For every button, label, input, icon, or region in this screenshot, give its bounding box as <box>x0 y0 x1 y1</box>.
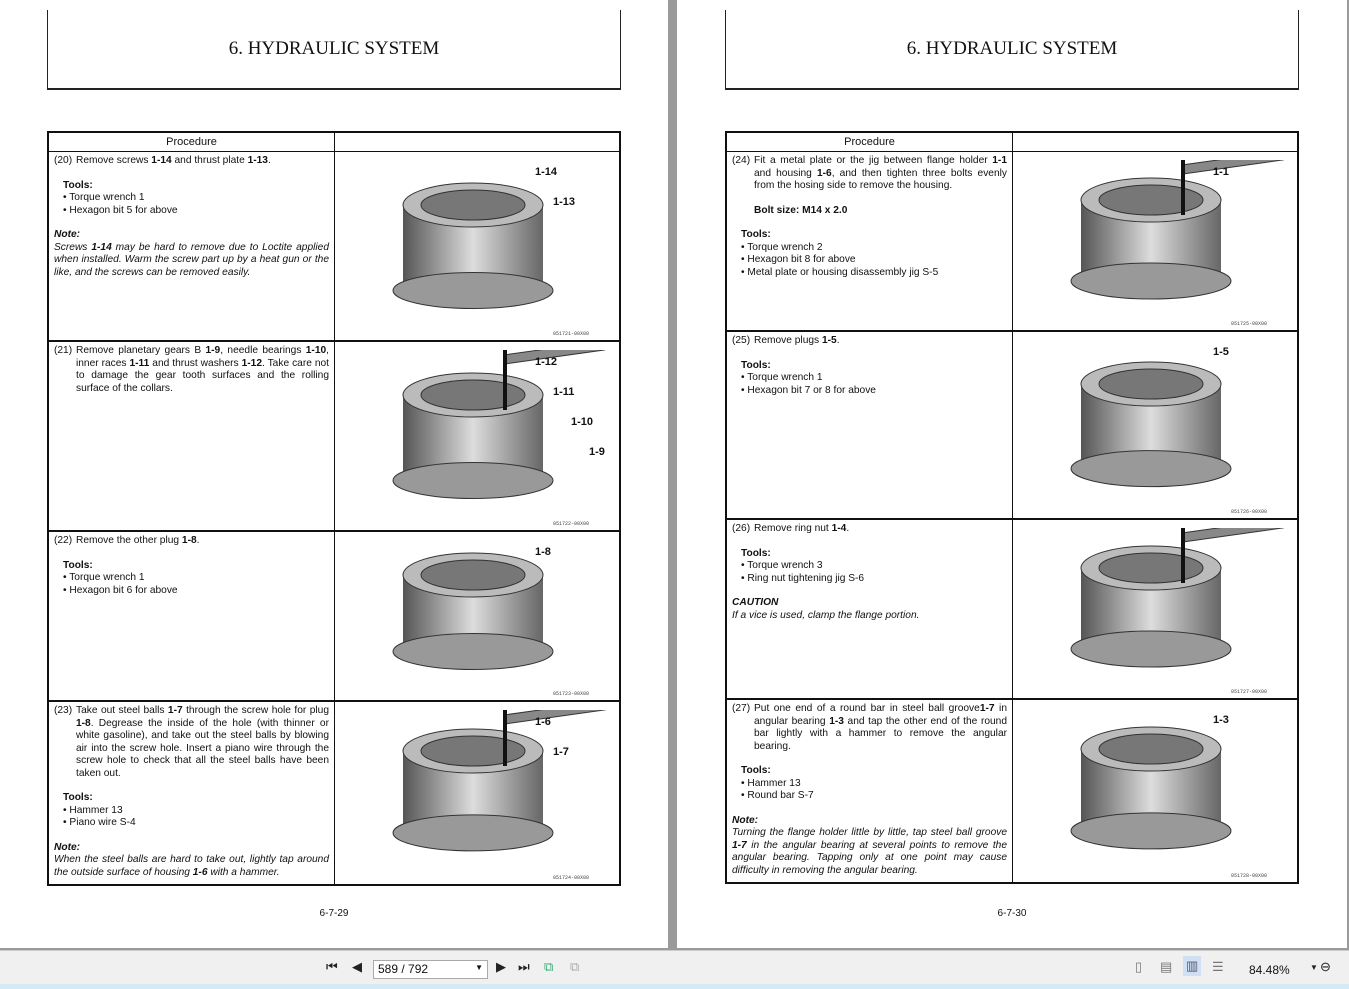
tools-list <box>732 372 1007 397</box>
continuous-facing-icon[interactable]: ☰ <box>1212 959 1224 974</box>
tool-item: • Hexagon bit 6 for above <box>63 585 329 598</box>
text-segment: . Take care not to damage the gear tooth surfaces and the rolling surface of the collars. <box>76 357 330 394</box>
procedure-row <box>727 520 1297 700</box>
callout-label: 1-12 <box>535 356 558 368</box>
procedure-row <box>49 152 619 342</box>
text-segment: and thrust plate <box>171 155 248 166</box>
tools-list <box>54 572 329 597</box>
zoom-dropdown-icon[interactable]: ▼ <box>1310 963 1318 972</box>
previous-view-icon[interactable]: ⧉ <box>544 959 554 974</box>
step-text <box>754 703 1007 753</box>
continuous-page-icon[interactable]: ▤ <box>1160 959 1173 974</box>
viewer-toolbar <box>0 950 1349 984</box>
procedure-row <box>49 532 619 702</box>
procedure-row <box>727 332 1297 520</box>
note-heading: CAUTION <box>732 597 779 608</box>
callout-label: 1-5 <box>1213 346 1229 358</box>
step-number: (26) <box>732 523 751 534</box>
tools-heading: Tools: <box>741 547 771 559</box>
step-description <box>54 155 329 168</box>
right-page <box>677 0 1347 948</box>
callout-label: 1-10 <box>571 416 594 428</box>
component-illustration <box>1041 340 1301 508</box>
last-page-button[interactable]: ⏭ <box>518 959 530 974</box>
step-description <box>54 705 329 780</box>
part-reference: 1-10 <box>305 345 327 356</box>
text-segment: Turning the flange holder little by little, tap steel ball groove <box>732 827 1007 838</box>
figure <box>335 702 619 884</box>
figure <box>335 532 619 700</box>
figure <box>335 152 619 340</box>
component-illustration <box>363 160 623 330</box>
procedure-column-header: Procedure <box>727 133 1013 151</box>
page-number-input[interactable] <box>373 960 488 979</box>
page-number-value: 589 / 792 <box>378 962 429 976</box>
part-reference: 1-3 <box>829 715 844 727</box>
text-segment: and thrust washers <box>149 357 242 369</box>
tool-item: • Torque wrench 3 <box>741 560 1007 573</box>
zoom-out-icon[interactable]: ⊖ <box>1320 959 1331 974</box>
part-reference: 1-1 <box>992 155 1007 166</box>
step-text <box>76 345 329 395</box>
text-segment: . <box>196 535 200 546</box>
component-illustration <box>363 350 623 520</box>
text-segment: Remove screws <box>76 155 152 166</box>
step-description <box>732 523 1007 536</box>
callout-label: 1-14 <box>535 166 558 178</box>
tool-item: • Torque wrench 1 <box>63 192 329 205</box>
note-text <box>54 242 329 280</box>
text-segment: When the steel balls are hard to take out, lightly tap around the outside surface of housing <box>54 854 329 878</box>
tool-item: • Metal plate or housing disassembly jig S-5 <box>741 267 1007 280</box>
callout-label: 1-11 <box>553 386 575 398</box>
step-number: (21) <box>54 345 73 356</box>
component-illustration <box>363 710 623 872</box>
part-reference: 1-9 <box>205 345 221 356</box>
text-segment: Remove planetary gears B <box>76 345 206 356</box>
step-text <box>754 155 1007 193</box>
part-reference: 1-14 <box>91 241 112 253</box>
note-heading: Note: <box>732 814 759 826</box>
procedure-table <box>47 131 621 886</box>
section-title: 6. HYDRAULIC SYSTEM <box>906 38 1118 59</box>
previous-page-button[interactable]: ◀ <box>352 959 362 974</box>
text-segment: Put one end of a round bar in steel ball groove <box>754 703 980 714</box>
next-page-button[interactable]: ▶ <box>496 959 506 974</box>
bolt-size: Bolt size: M14 x 2.0 <box>754 204 848 216</box>
callout-label: 1-3 <box>1213 714 1229 726</box>
procedure-text <box>49 532 335 700</box>
callout-label: 1-1 <box>1213 166 1229 178</box>
chevron-down-icon[interactable]: ▼ <box>475 963 483 972</box>
first-page-button[interactable]: ⏮ <box>326 959 338 974</box>
tool-item: • Hammer 13 <box>741 778 1007 791</box>
text-segment: and tap the other end of the round bar lightly with a hammer to remove the angular bearing. <box>754 715 1007 752</box>
procedure-table <box>725 131 1299 884</box>
figure-code: 051723-00X00 <box>552 691 589 697</box>
part-reference: 1-8 <box>76 717 91 729</box>
figure <box>1013 152 1297 330</box>
procedure-text <box>727 332 1013 518</box>
note-heading: Note: <box>54 229 81 240</box>
tools-heading: Tools: <box>741 359 771 371</box>
table-header <box>49 133 619 152</box>
text-segment: may be hard to remove due to Loctite applied when installed. Warm the screw part up by a heat gun or the like, and the screws can be removed easily. <box>54 241 329 278</box>
figure-column-header <box>335 133 619 151</box>
text-segment: , and then tighten three bolts evenly from the hosing side to remove the housing. <box>754 167 1007 191</box>
note-text <box>732 827 1007 877</box>
text-segment: and housing <box>754 167 817 179</box>
text-segment: Screws <box>54 241 92 253</box>
figure-code: 051728-00X00 <box>1230 873 1267 879</box>
procedure-row <box>49 702 619 884</box>
part-reference: 1-14 <box>151 155 172 166</box>
part-reference: 1-6 <box>192 866 208 878</box>
tools-heading: Tools: <box>63 792 93 803</box>
callout-label: 1-8 <box>535 546 551 558</box>
zoom-level[interactable]: 84.48% <box>1249 963 1290 977</box>
tool-item: • Piano wire S-4 <box>63 817 329 830</box>
procedure-row <box>49 342 619 532</box>
text-segment: Take out steel balls <box>76 705 168 716</box>
step-description <box>54 345 329 395</box>
text-segment: . Degrease the inside of the hole (with thinner or white gasoline), and take out the steel balls by blowing air into the screw hole. Insert a piano wire through the screw hole to check that all the steel balls have been taken out. <box>76 717 329 779</box>
step-description <box>732 703 1007 753</box>
note-text <box>732 610 1007 623</box>
step-text <box>76 535 199 548</box>
page-number: 6-7-29 <box>319 908 349 919</box>
text-segment: . <box>846 523 850 534</box>
text-segment: in the angular bearing at several points to remove the angular bearing. Tapping only at one point may cause difficulty in removing the angular bearing. <box>732 839 1007 876</box>
procedure-text <box>727 152 1013 330</box>
facing-pages-icon[interactable]: ▥ <box>1183 956 1201 976</box>
procedure-text <box>49 342 335 530</box>
tools-heading: Tools: <box>63 559 93 571</box>
text-segment: with a hammer. <box>207 866 280 878</box>
step-number: (24) <box>732 155 751 166</box>
tools-list <box>54 192 329 217</box>
step-text <box>76 155 271 168</box>
text-segment: . <box>267 155 271 166</box>
figure <box>1013 332 1297 518</box>
table-header <box>727 133 1297 152</box>
single-page-icon[interactable]: ▯ <box>1135 959 1143 974</box>
callout-label: 1-6 <box>535 716 551 728</box>
component-illustration <box>363 540 623 690</box>
tool-item: • Torque wrench 1 <box>63 572 329 585</box>
callout-label: 1-13 <box>553 196 576 208</box>
figure <box>1013 700 1297 882</box>
text-segment: If a vice is used, clamp the flange portion. <box>732 609 920 621</box>
section-title: 6. HYDRAULIC SYSTEM <box>228 38 440 59</box>
part-reference: 1-6 <box>816 167 832 179</box>
text-segment: Fit a metal plate or the jig between flange holder <box>754 155 993 166</box>
step-text <box>754 523 849 536</box>
callout-label: 1-9 <box>589 446 605 458</box>
text-segment: in angular bearing <box>754 703 1007 727</box>
figure-code: 051722-00X00 <box>552 521 589 527</box>
text-segment: through the screw hole for plug <box>182 705 329 716</box>
page-header <box>47 10 621 90</box>
text-segment: , needle bearings <box>220 345 306 356</box>
tools-list <box>732 778 1007 803</box>
tools-heading: Tools: <box>741 765 771 776</box>
tools-heading: Tools: <box>741 229 771 240</box>
tools-list <box>54 805 329 830</box>
tool-item: • Round bar S-7 <box>741 790 1007 803</box>
next-view-icon[interactable]: ⧉ <box>570 959 580 974</box>
figure-code: 051721-00X00 <box>552 331 589 337</box>
note-heading: Note: <box>54 841 81 853</box>
figure-code: 051727-00X00 <box>1230 689 1267 695</box>
component-illustration <box>1041 528 1301 688</box>
figure-code: 051724-00X00 <box>552 875 589 881</box>
page-number: 6-7-30 <box>997 908 1027 919</box>
step-number: (22) <box>54 535 73 546</box>
part-reference: 1-7 <box>167 705 183 716</box>
part-reference: 1-13 <box>247 155 268 166</box>
procedure-text <box>49 702 335 884</box>
callout-label: 1-7 <box>553 746 569 758</box>
procedure-text <box>49 152 335 340</box>
tool-item: • Hexagon bit 8 for above <box>741 254 1007 267</box>
text-segment: , inner races <box>76 345 329 369</box>
tool-item: • Hammer 13 <box>63 805 329 818</box>
status-strip <box>0 984 1349 989</box>
figure <box>335 342 619 530</box>
part-reference: 1-11 <box>129 357 150 369</box>
part-reference: 1-5 <box>821 335 837 346</box>
tools-list <box>732 242 1007 280</box>
procedure-text <box>727 700 1013 882</box>
procedure-column-header: Procedure <box>49 133 335 151</box>
tool-item: • Hexagon bit 7 or 8 for above <box>741 385 1007 398</box>
text-segment: Remove the other plug <box>76 535 182 546</box>
text-segment: . <box>836 335 840 346</box>
procedure-row <box>727 152 1297 332</box>
figure-code: 051725-00X00 <box>1230 321 1267 327</box>
step-number: (20) <box>54 155 73 166</box>
tool-item: • Hexagon bit 5 for above <box>63 205 329 218</box>
tools-list <box>732 560 1007 585</box>
tool-item: • Ring nut tightening jig S-6 <box>741 573 1007 586</box>
text-segment: Remove plugs <box>754 335 822 346</box>
figure-code: 051726-00X00 <box>1230 509 1267 515</box>
step-text <box>754 335 840 348</box>
figure <box>1013 520 1297 698</box>
component-illustration <box>1041 160 1301 320</box>
step-number: (25) <box>732 335 751 346</box>
tool-item: • Torque wrench 1 <box>741 372 1007 385</box>
part-reference: 1-7 <box>732 839 747 851</box>
tools-heading: Tools: <box>63 179 93 191</box>
text-segment: Remove ring nut <box>754 523 832 534</box>
procedure-row <box>727 700 1297 882</box>
tool-item: • Torque wrench 2 <box>741 242 1007 255</box>
step-text <box>76 705 329 780</box>
step-description <box>732 335 1007 348</box>
page-header <box>725 10 1299 90</box>
note-text <box>54 854 329 879</box>
left-page <box>0 0 668 948</box>
step-number: (27) <box>732 703 751 714</box>
step-description <box>54 535 329 548</box>
part-reference: 1-7 <box>979 703 995 714</box>
step-number: (23) <box>54 705 73 716</box>
procedure-text <box>727 520 1013 698</box>
figure-column-header <box>1013 133 1297 151</box>
part-reference: 1-4 <box>831 523 847 534</box>
part-reference: 1-8 <box>181 535 197 546</box>
step-description <box>732 155 1007 193</box>
component-illustration <box>1041 708 1301 870</box>
part-reference: 1-12 <box>241 357 262 369</box>
